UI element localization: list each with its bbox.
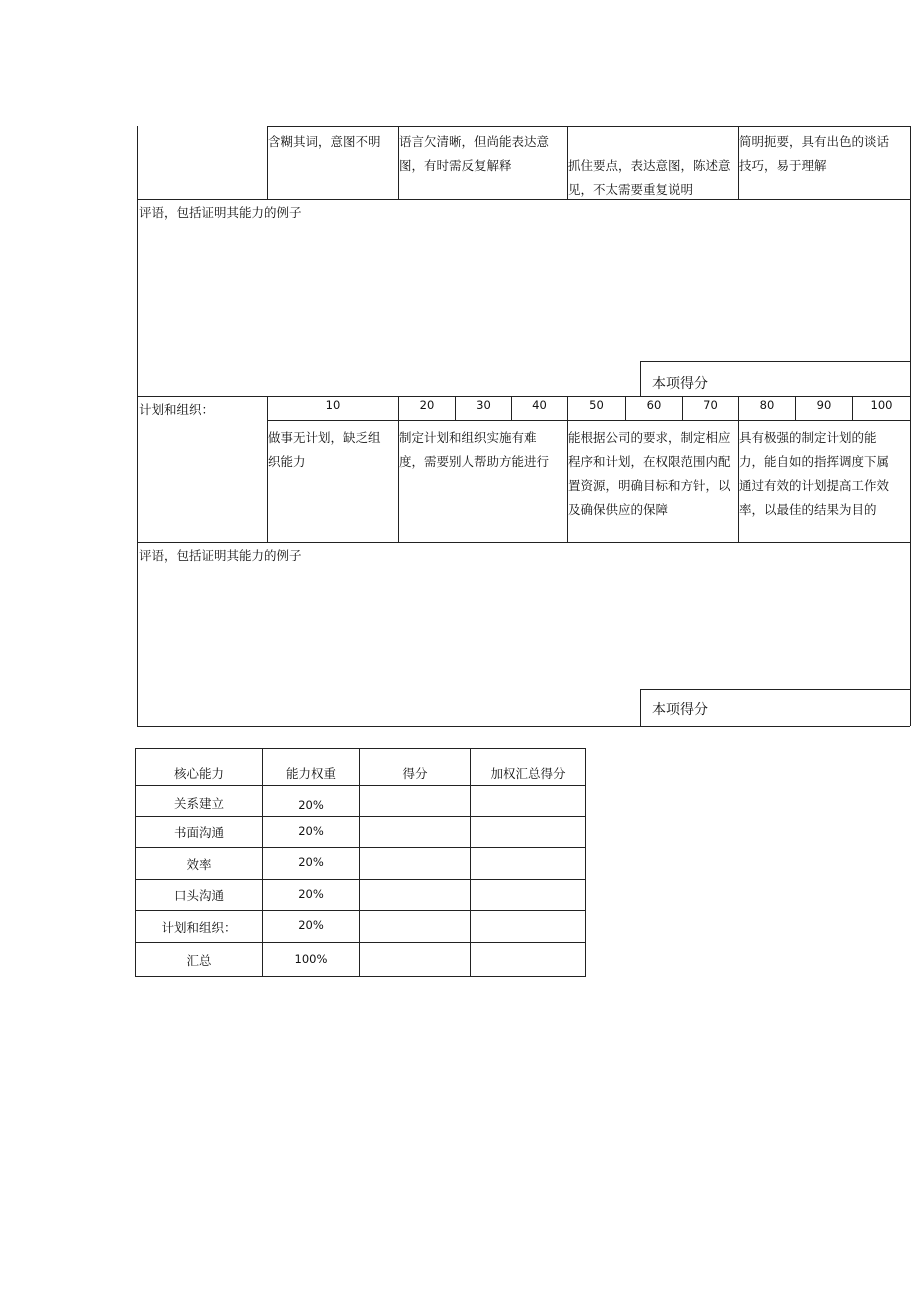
level-description: 见，不太需要重复说明	[568, 182, 694, 197]
score-cell: 40	[532, 398, 547, 412]
score-cell: 100	[870, 398, 893, 412]
competency-name: 汇总	[186, 953, 212, 968]
level-description: 做事无计划，缺乏组	[268, 430, 381, 445]
header-score: 得分	[402, 766, 428, 781]
level-description: 程序和计划，在权限范围内配	[568, 454, 731, 469]
level-description: 及确保供应的保障	[568, 502, 669, 517]
competency-name: 计划和组织：	[161, 920, 237, 935]
level-description: 置资源，明确目标和方针，以	[568, 478, 731, 493]
item-score-label: 本项得分	[652, 702, 708, 718]
competency-weight: 20%	[298, 824, 324, 838]
comment-label: 评语，包括证明其能力的例子	[139, 548, 302, 563]
score-cell: 80	[759, 398, 775, 412]
competency-weight: 100%	[294, 952, 328, 966]
competency-weight: 20%	[298, 855, 324, 869]
competency-weight: 20%	[298, 918, 324, 932]
competency-name: 书面沟通	[173, 825, 224, 840]
score-cell: 30	[476, 398, 491, 412]
header-weight: 能力权重	[285, 766, 336, 781]
score-cell: 60	[646, 398, 662, 412]
score-cell: 20	[419, 398, 435, 412]
score-cell: 70	[703, 398, 718, 412]
score-cell: 50	[589, 398, 604, 412]
level-description: 技巧，易于理解	[739, 158, 827, 173]
level-description: 能根据公司的要求，制定相应	[568, 430, 731, 445]
comment-label: 评语，包括证明其能力的例子	[139, 205, 302, 220]
level-description: 简明扼要，具有出色的谈话	[739, 134, 890, 149]
competency-name: 口头沟通	[173, 888, 224, 903]
level-description: 力，能自如的指挥调度下属	[739, 454, 890, 469]
level-description: 率，以最佳的结果为目的	[739, 502, 877, 517]
level-description: 度，需要别人帮助方能进行	[399, 454, 550, 469]
score-cell: 90	[816, 398, 832, 412]
competency-weight: 20%	[298, 887, 324, 901]
level-description: 语言欠清晰，但尚能表达意	[399, 134, 550, 149]
level-description: 制定计划和组织实施有难	[399, 430, 537, 445]
competency-name: 关系建立	[173, 796, 224, 811]
level-description: 织能力	[268, 454, 306, 469]
competency-name: 效率	[186, 857, 212, 872]
level-description: 图，有时需反复解释	[399, 158, 512, 173]
item-score-label: 本项得分	[652, 376, 708, 392]
level-description: 具有极强的制定计划的能	[739, 430, 877, 445]
competency-title: 计划和组织：	[139, 402, 215, 417]
header-core-competency: 核心能力	[173, 766, 224, 781]
level-description: 含糊其词，意图不明	[268, 134, 381, 149]
header-weighted-total: 加权汇总得分	[490, 766, 566, 781]
level-description: 通过有效的计划提高工作效	[739, 478, 890, 493]
score-cell: 10	[325, 398, 341, 412]
competency-weight: 20%	[298, 798, 324, 812]
level-description: 抓住要点，表达意图，陈述意	[568, 158, 731, 173]
